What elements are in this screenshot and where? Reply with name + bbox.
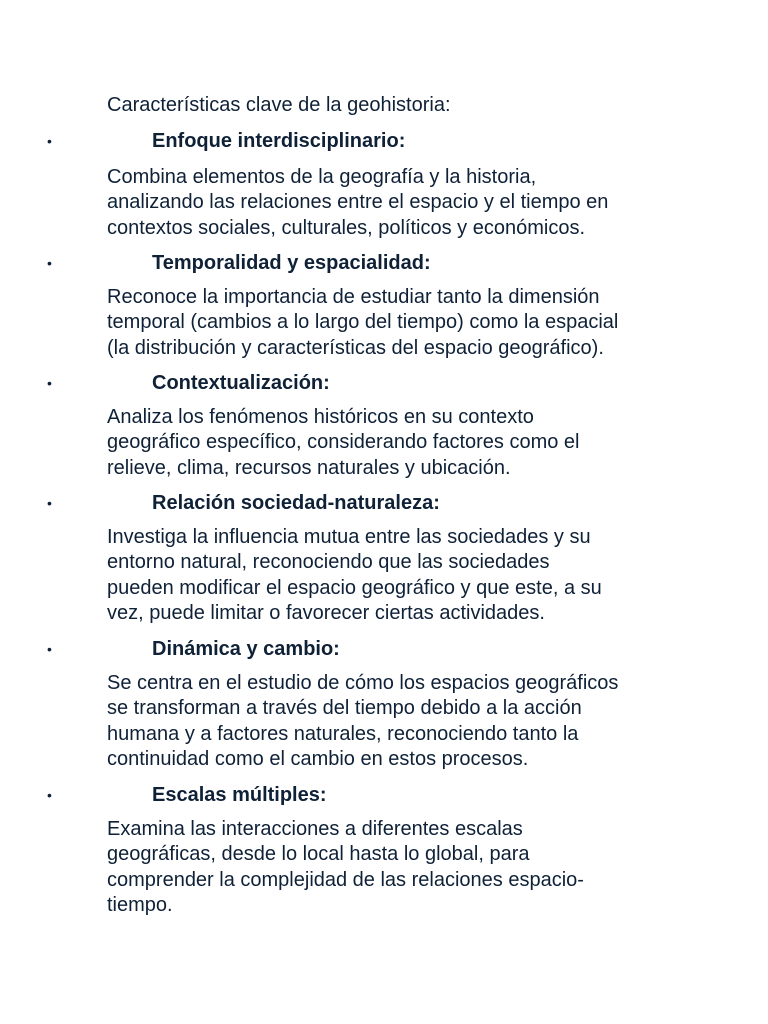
description-line: continuidad como el cambio en estos procesos. (107, 747, 529, 770)
item-heading: Temporalidad y espacialidad: (152, 252, 431, 274)
bullet-icon: • (47, 787, 52, 803)
description-line: Investiga la influencia mutua entre las sociedades y su (107, 526, 591, 548)
item-description (107, 285, 687, 361)
item-heading: Contextualización: (152, 372, 330, 394)
item-heading: Enfoque interdisciplinario: (152, 130, 406, 152)
description-line: tiempo. (107, 893, 173, 916)
item-description (107, 165, 687, 241)
list-item-heading (0, 491, 768, 516)
description-line: vez, puede limitar o favorecer ciertas actividades. (107, 601, 545, 624)
list-item-heading (0, 371, 768, 396)
description-line: humana y a factores naturales, reconociendo tanto la (107, 722, 579, 745)
description-line: Analiza los fenómenos históricos en su contexto (107, 406, 534, 428)
intro-text: Características clave de la geohistoria: (107, 94, 451, 116)
description-line: Se centra en el estudio de cómo los espacios geográficos (107, 672, 619, 694)
description-line: analizando las relaciones entre el espacio y el tiempo en (107, 191, 609, 214)
item-description (107, 405, 687, 481)
list-item-heading (0, 637, 768, 662)
bullet-icon: • (47, 495, 52, 511)
description-line: (la distribución y características del espacio geográfico). (107, 336, 604, 359)
item-description (107, 817, 687, 918)
item-heading: Dinámica y cambio: (152, 638, 340, 660)
description-line: geográfico específico, considerando factores como el (107, 431, 580, 454)
bullet-icon: • (47, 255, 52, 271)
description-line: entorno natural, reconociendo que las sociedades (107, 551, 550, 574)
item-description (107, 525, 687, 626)
bullet-icon: • (47, 641, 52, 657)
description-line: temporal (cambios a lo largo del tiempo) como la espacial (107, 311, 619, 334)
description-line: se transforman a través del tiempo debido a la acción (107, 697, 582, 720)
description-line: geográficas, desde lo local hasta lo global, para (107, 843, 530, 866)
bullet-icon: • (47, 375, 52, 391)
description-line: contextos sociales, culturales, políticos y económicos. (107, 216, 585, 239)
list-item-heading (0, 251, 768, 276)
list-item-heading (0, 129, 768, 154)
description-line: Reconoce la importancia de estudiar tanto la dimensión (107, 286, 600, 308)
list-item-heading (0, 783, 768, 808)
item-heading: Relación sociedad-naturaleza: (152, 492, 440, 514)
bullet-icon: • (47, 133, 52, 149)
description-line: relieve, clima, recursos naturales y ubicación. (107, 456, 511, 479)
description-line: Examina las interacciones a diferentes escalas (107, 818, 523, 840)
description-line: comprender la complejidad de las relaciones espacio- (107, 868, 584, 891)
description-line: pueden modificar el espacio geográfico y que este, a su (107, 576, 602, 599)
item-description (107, 671, 687, 772)
item-heading: Escalas múltiples: (152, 784, 327, 806)
description-line: Combina elementos de la geografía y la historia, (107, 166, 537, 188)
